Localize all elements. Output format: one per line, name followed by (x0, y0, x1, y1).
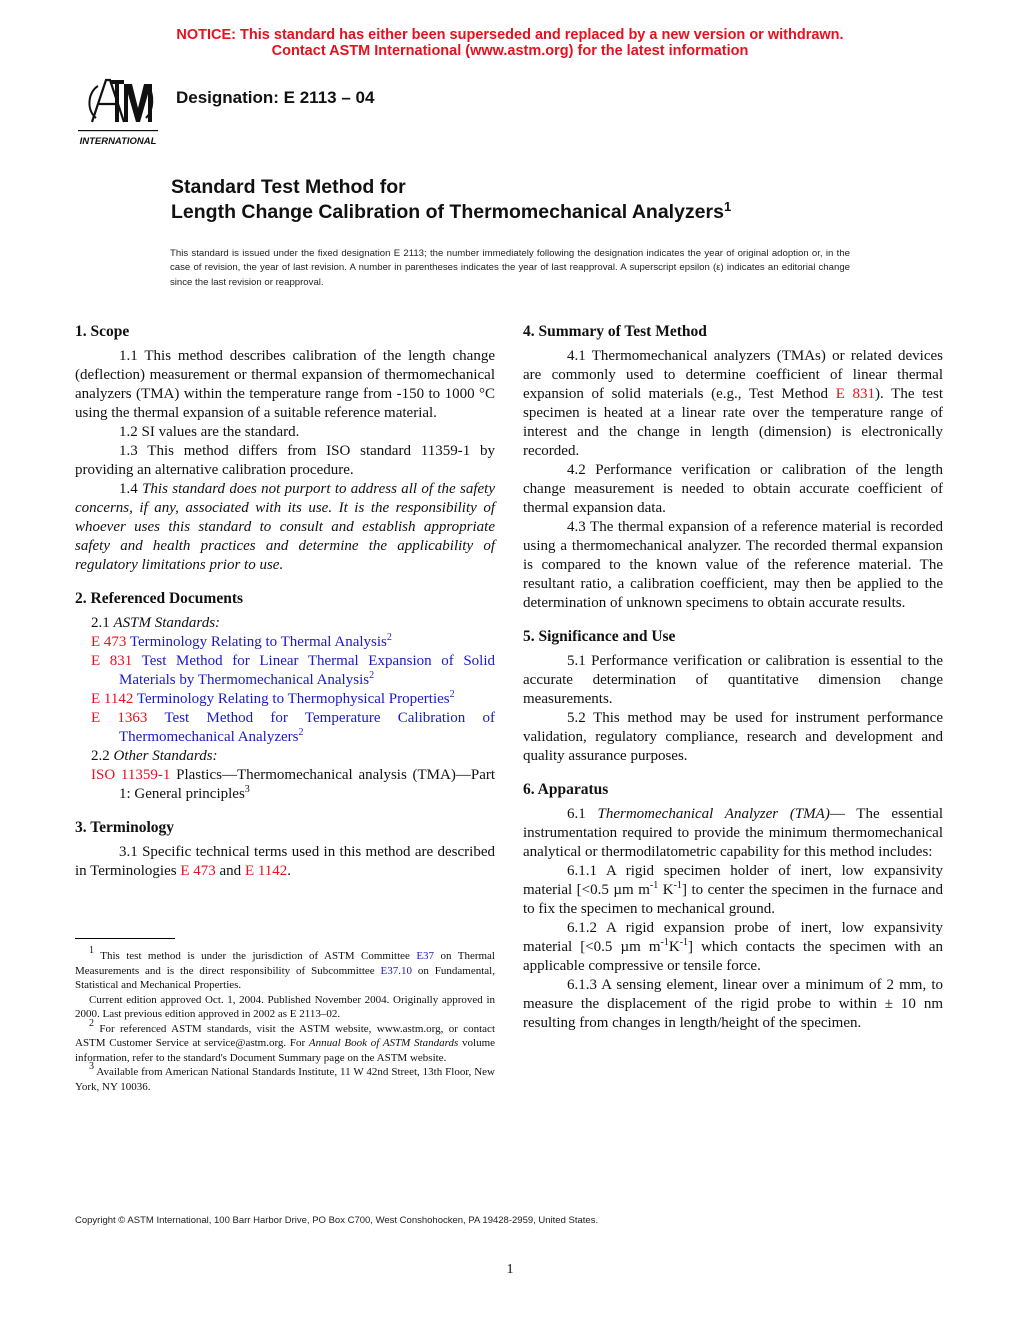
annual-book-title: Annual Book of ASTM Standards (308, 1037, 459, 1049)
para-text: and (215, 863, 245, 879)
superseded-notice (0, 27, 1020, 59)
title-footnote-mark: 1 (723, 199, 732, 214)
para-1-3: 1.3 This method differs from ISO standard 11359-1 by providing an alternative calibration procedure. (75, 443, 495, 478)
footnote-mark: 2 (89, 1017, 94, 1029)
section-heading-referenced: 2. Referenced Documents (75, 590, 244, 607)
notice-line-2: Contact ASTM International (www.astm.org) for the latest information (271, 43, 749, 59)
ref-e1142[interactable] (75, 690, 495, 709)
link-subcommittee-e37-10[interactable]: E37.10 (380, 964, 413, 977)
other-standards-label: Other Standards: (113, 748, 218, 764)
document-title (171, 175, 731, 225)
para-2-2 (75, 747, 495, 766)
para-text: 6.1.1 A rigid specimen holder of inert, low expansivity material [<0.5 µm m (523, 863, 943, 898)
ref-title-link[interactable]: Terminology Relating to Thermal Analysis (129, 634, 387, 650)
para-number: 2.1 (91, 615, 114, 631)
para-1-2: 1.2 SI values are the standard. (119, 424, 300, 440)
notice-line-1: NOTICE: This standard has either been superseded and replaced by a new version or withdrawn. (176, 27, 844, 43)
ref-footnote-mark: 2 (298, 727, 304, 738)
para-text: — The essential instrumentation required to provide the minimum thermomechanical analytical or thermodilatometric capability for this method includes: (523, 806, 944, 860)
exponent: -1 (660, 937, 669, 948)
page-number: 1 (506, 1262, 514, 1277)
logo-text: INTERNATIONAL (79, 136, 157, 147)
ref-e831[interactable] (75, 652, 495, 690)
link-e831[interactable]: E 831 (835, 386, 876, 402)
astm-logo-icon (76, 74, 160, 148)
ref-code[interactable]: E 473 (91, 634, 127, 650)
para-1-1: 1.1 This method describes calibration of the length change (deflection) measurement or thermal expansion of thermomechanical analyzers (TMA) within the temperature range from -150 to 1000 °C using the thermal expansion of a suitable reference material. (75, 348, 495, 421)
link-e473[interactable]: E 473 (180, 863, 216, 879)
ref-code[interactable]: E 1142 (91, 691, 134, 707)
footnote-1 (75, 945, 495, 993)
para-text: ] which contacts the specimen with an applicable compressive or tensile force. (523, 939, 943, 974)
footnote-text: Available from American National Standards Institute, 11 W 42nd Street, 13th Floor, New York, NY 10036. (75, 1066, 495, 1093)
issue-note: This standard is issued under the fixed designation E 2113; the number immediately following the designation indicates the year of original adoption or, in the case of revision, the year of last revision. A number in parentheses indicates the year of last reapproval. A superscript epsilon (ε) indicates an editorial change since the last revision or reapproval. (170, 248, 850, 288)
ref-title-link[interactable]: Test Method for Linear Thermal Expansion of Solid Materials by Thermomechanical Analysis (119, 653, 495, 688)
footnote-1-edition: Current edition approved Oct. 1, 2004. Published November 2004. Originally approved in 2000. Last previous edition approved in 2002 as E 2113–02. (75, 993, 495, 1020)
section-heading-summary: 4. Summary of Test Method (523, 323, 707, 340)
para-text: K (658, 882, 674, 898)
para-number: 1.4 (119, 481, 143, 497)
footnote-mark: 1 (89, 945, 94, 956)
link-committee-e37[interactable]: E37 (416, 950, 435, 962)
footnote-text: on Fundamental, Statistical and Mechanical Properties. (75, 964, 495, 991)
safety-caveat: This standard does not purport to address all of the safety concerns, if any, associated with its use. It is the responsibility of whoever uses this standard to consult and establish appropriate safety and health practices and determine the applicability of regulatory limitations prior to use. (75, 481, 496, 573)
ref-e473[interactable] (75, 633, 495, 652)
footnote-mark: 3 (89, 1061, 94, 1072)
para-4-2: 4.2 Performance verification or calibration of the length change measurement is needed to obtain accurate coefficient of thermal expansion data. (523, 462, 943, 516)
para-6-1-1 (523, 862, 943, 919)
section-heading-significance: 5. Significance and Use (523, 628, 676, 645)
exponent: -1 (673, 880, 682, 891)
para-text: ). The test specimen is heated at a linear rate over the temperature range of interest and the change in length (dimension) is electronically recorded. (523, 386, 944, 459)
para-2-1 (75, 614, 495, 633)
para-text: 6.1.2 A rigid expansion probe of inert, low expansivity material [<0.5 µm m (523, 920, 943, 955)
title-text: Length Change Calibration of Thermomechanical Analyzers (171, 201, 724, 223)
para-text: 3.1 Specific technical terms used in this method are described in Terminologies (75, 844, 495, 879)
section-heading-scope: 1. Scope (75, 323, 130, 340)
title-line-2 (171, 200, 731, 225)
para-4-3: 4.3 The thermal expansion of a reference material is recorded using a thermomechanical analyzer. The recorded thermal expansion is compared to the known value of the reference material. The resultant ratio, a calibration coefficient, may then be applied to the determination of unknown specimens to obtain accurate results. (523, 519, 943, 611)
exponent: -1 (679, 937, 689, 948)
ref-iso-11359-1[interactable] (75, 766, 495, 804)
footnote-text: This test method is under the jurisdiction of ASTM Committee (94, 950, 417, 962)
ref-title-link[interactable]: Terminology Relating to Thermophysical Properties (136, 691, 450, 707)
para-number: 2.2 (91, 748, 114, 764)
footnotes (75, 945, 496, 1094)
ref-footnote-mark: 2 (386, 632, 392, 643)
designation: Designation: E 2113 – 04 (176, 88, 375, 107)
ref-footnote-mark: 2 (449, 689, 455, 700)
ref-e1363[interactable] (75, 709, 495, 747)
section-heading-apparatus: 6. Apparatus (523, 781, 609, 798)
para-number: 6.1 (567, 806, 598, 822)
footnote-text: For referenced ASTM standards, visit the ASTM website, www.astm.org, or contact ASTM Customer Service at service@astm.org. For (75, 1022, 495, 1049)
para-4-1 (523, 347, 943, 461)
ref-code[interactable]: E 1363 (91, 710, 148, 726)
tma-term: Thermomechanical Analyzer (TMA) (597, 806, 830, 822)
ref-code[interactable]: E 831 (91, 653, 133, 669)
exponent: -1 (649, 880, 659, 891)
para-6-1-2 (523, 919, 943, 976)
para-text: 4.1 Thermomechanical analyzers (TMAs) or related devices are commonly used to determine coefficient of linear thermal expansion of solid materials (e.g., Test Method (523, 348, 943, 402)
left-column (75, 322, 495, 881)
footnote-3 (75, 1061, 495, 1094)
ref-code[interactable]: ISO 11359-1 (91, 767, 171, 783)
para-text: . (287, 863, 292, 879)
copyright-line: Copyright © ASTM International, 100 Barr Harbor Drive, PO Box C700, West Conshohocken, PA 19428-2959, United States. (75, 1215, 599, 1226)
ref-footnote-mark: 2 (369, 670, 375, 681)
footnote-text: volume information, refer to the standard's Document Summary page on the ASTM website. (75, 1037, 496, 1064)
para-text: ] to center the specimen in the furnace and to fix the specimen to mechanical ground. (523, 882, 943, 917)
para-3-1 (75, 843, 495, 881)
astm-standards-label: ASTM Standards: (113, 615, 221, 631)
para-1-4 (75, 480, 495, 575)
para-6-1 (523, 805, 943, 862)
footnote-2 (75, 1017, 496, 1066)
para-text: K (668, 939, 680, 955)
link-e1142[interactable]: E 1142 (244, 863, 288, 879)
section-heading-terminology: 3. Terminology (75, 819, 175, 836)
footnote-text: on Thermal Measurements and is the direct responsibility of Subcommittee (75, 950, 495, 977)
title-line-1: Standard Test Method for (171, 176, 406, 198)
footnote-divider (75, 938, 175, 939)
para-5-2: 5.2 This method may be used for instrument performance validation, regulatory compliance, research and development and quality assurance purposes. (523, 710, 943, 764)
ref-title-link[interactable]: Test Method for Temperature Calibration of Thermomechanical Analyzers (119, 710, 495, 745)
para-5-1: 5.1 Performance verification or calibration is essential to the accurate determination of quantitative dimension change measurements. (523, 653, 943, 707)
right-column (523, 322, 943, 1033)
ref-footnote-mark: 3 (244, 784, 250, 795)
para-6-1-3: 6.1.3 A sensing element, linear over a minimum of 2 mm, to measure the displacement of the rigid probe to within ± 10 nm resulting from changes in length/height of the specimen. (523, 977, 943, 1031)
ref-title: Plastics—Thermomechanical analysis (TMA)—Part 1: General principles (119, 767, 496, 802)
